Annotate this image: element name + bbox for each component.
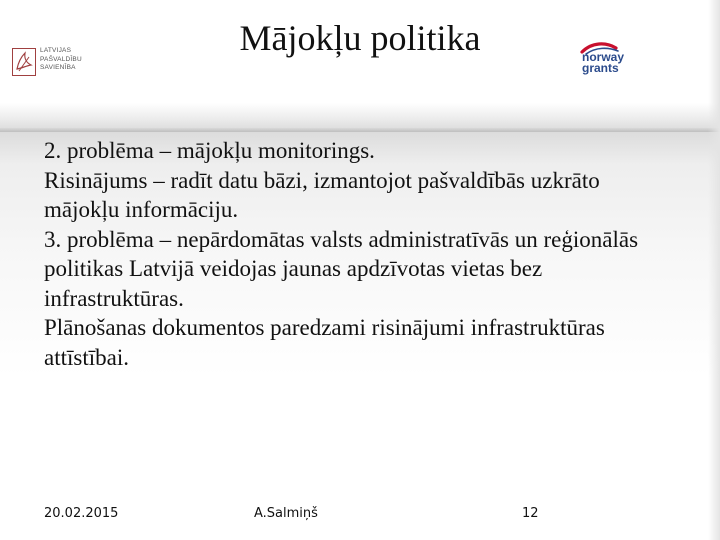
body-paragraph: 2. problēma – mājokļu monitorings. [44, 138, 375, 163]
body-paragraph: Risinājums – radīt datu bāzi, izmantojot pašvaldībās uzkrāto mājokļu informāciju. [44, 167, 600, 222]
lps-emblem-icon [12, 48, 36, 76]
slide-title: Mājokļu politika [239, 18, 481, 58]
slide-edge-shadow [708, 0, 720, 540]
lps-logo-text: LATVIJAS PAŠVALDĪBU SAVIENĪBA [40, 47, 82, 71]
footer-date: 20.02.2015 [44, 506, 119, 521]
norway-grants-logo-text: norway grants [582, 50, 625, 75]
lps-logo [12, 46, 92, 80]
slide-body [44, 136, 664, 372]
footer-author: A.Salmiņš [254, 506, 318, 521]
norway-grants-logo [572, 40, 636, 80]
body-paragraph: 3. problēma – nepārdomātas valsts administratīvās un reģionālās politikas Latvijā veidojas jaunas apdzīvotas vietas bez infrastruktūras. [44, 226, 639, 311]
body-paragraph: Plānošanas dokumentos paredzami risinājumi infrastruktūras attīstībai. [44, 315, 605, 370]
slide-number: 12 [522, 506, 539, 521]
